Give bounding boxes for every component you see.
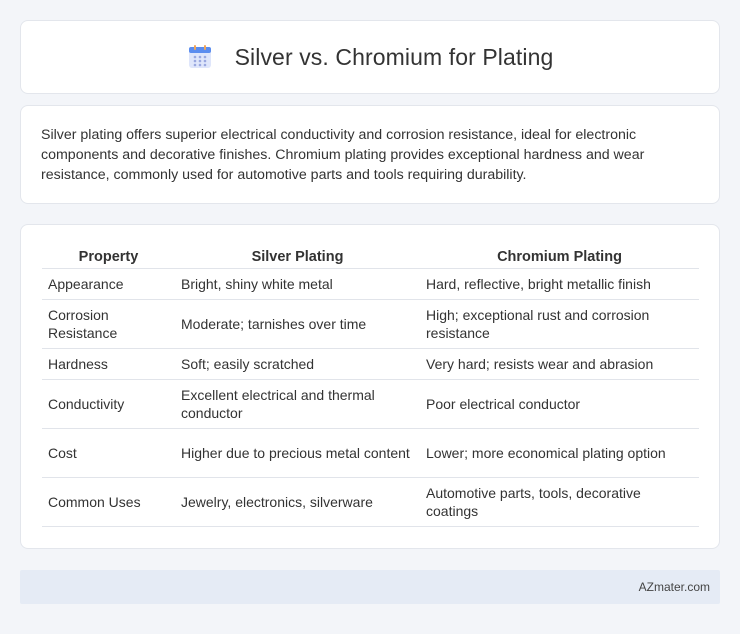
footer-brand[interactable]: AZmater.com (638, 580, 710, 594)
row-silver: Higher due to precious metal content (175, 429, 420, 478)
header-silver: Silver Plating (175, 245, 420, 269)
header-chromium: Chromium Plating (420, 245, 699, 269)
row-chromium: Very hard; resists wear and abrasion (420, 349, 699, 380)
intro-card (20, 105, 720, 204)
calendar-icon (187, 44, 213, 70)
header-property: Property (42, 245, 175, 269)
row-property: Corrosion Resistance (42, 300, 175, 349)
table-row (42, 380, 699, 429)
row-chromium: Automotive parts, tools, decorative coatings (420, 478, 699, 527)
intro-text: Silver plating offers superior electrical conductivity and corrosion resistance, ideal for electronic components and decorative finishes. Chromium plating provides exceptional hardness and wear resistance, commonly used for automotive parts and tools requiring durability. (41, 127, 645, 183)
table-row (42, 269, 699, 300)
row-chromium: Hard, reflective, bright metallic finish (420, 269, 699, 300)
table-row (42, 349, 699, 380)
title-card (20, 20, 720, 94)
comparison-table (42, 245, 699, 527)
row-chromium: Lower; more economical plating option (420, 429, 699, 478)
table-header-row (42, 245, 699, 269)
row-silver: Moderate; tarnishes over time (175, 300, 420, 349)
row-property: Cost (42, 429, 175, 478)
table-card (20, 224, 720, 549)
row-chromium: Poor electrical conductor (420, 380, 699, 429)
row-chromium: High; exceptional rust and corrosion resistance (420, 300, 699, 349)
row-silver: Excellent electrical and thermal conductor (175, 380, 420, 429)
row-property: Conductivity (42, 380, 175, 429)
table-row (42, 478, 699, 527)
row-property: Hardness (42, 349, 175, 380)
table-row (42, 429, 699, 478)
page-title: Silver vs. Chromium for Plating (234, 43, 554, 70)
row-silver: Bright, shiny white metal (175, 269, 420, 300)
row-property: Appearance (42, 269, 175, 300)
footer (20, 570, 720, 604)
row-property: Common Uses (42, 478, 175, 527)
row-silver: Soft; easily scratched (175, 349, 420, 380)
table-row (42, 300, 699, 349)
row-silver: Jewelry, electronics, silverware (175, 478, 420, 527)
